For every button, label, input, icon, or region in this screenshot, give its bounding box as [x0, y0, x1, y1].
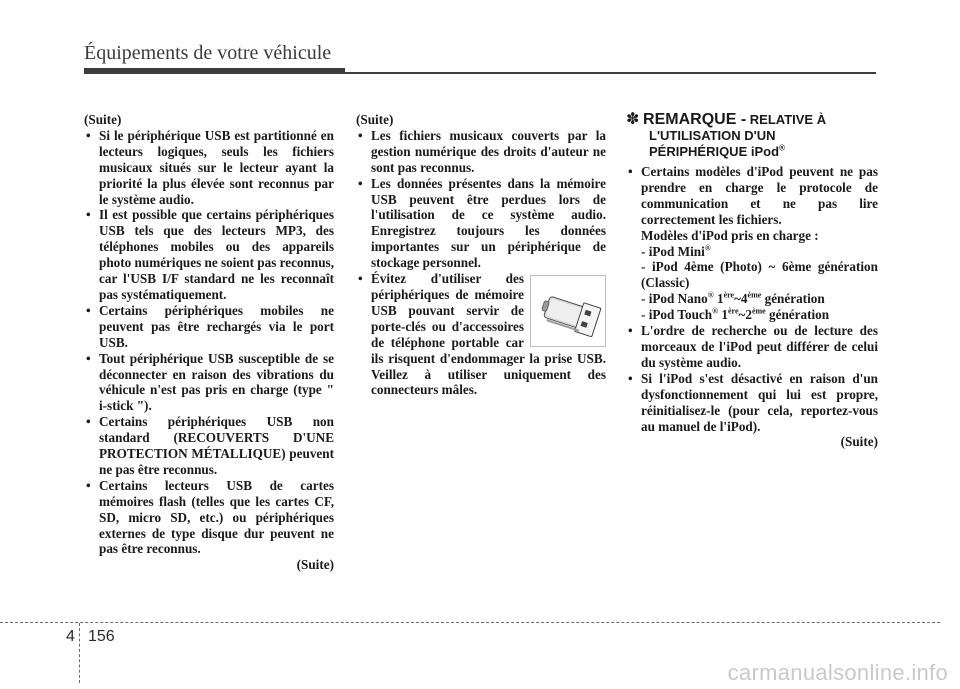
list-item-text: Évitez d'utiliser des périphériques de mémoire USB pouvant servir de porte-clés ou d'accessoires de téléphone portable car ils risquent d'endommager la prise USB. Veillez à utiliser uniquement des connecteurs mâles.	[371, 271, 606, 398]
remark-line3: PÉRIPHÉRIQUE iPod®	[649, 143, 785, 159]
continued-label-top: (Suite)	[356, 112, 394, 127]
list-item: • Tout périphérique USB susceptible de se déconnecter en raison des vibrations du véhicule n'est pas pris en charge (type " i-stick ").	[84, 351, 334, 415]
watermark-text: carmanualsonline.info	[727, 660, 948, 685]
model-item: - iPod 4ème (Photo) ~ 6ème génération (Classic)	[641, 259, 878, 291]
list-item: • Si le périphérique USB est partitionné en lecteurs logiques, seuls les fichiers musicaux situés sur le lecteur ayant la priorité la plus élevée sont reconnus par le système audio.	[84, 128, 334, 208]
list-item: • Certains lecteurs USB de cartes mémoires flash (telles que les cartes CF, SD, micro SD, etc.) ou périphériques externes de type disque dur peuvent ne pas être reconnus.	[84, 478, 334, 558]
model-item: - iPod Mini®	[641, 243, 711, 259]
models-label: Modèles d'iPod pris en charge :	[641, 227, 819, 243]
footer-dashed-rule	[0, 622, 940, 623]
column-middle	[356, 112, 606, 398]
list-item: • Si l'iPod s'est désactivé en raison d'un dysfonctionnement qui lui est propre, réinitialisez-le (pour cela, reportez-vous au manuel de l'iPod).	[626, 371, 878, 435]
list-item: • Les fichiers musicaux couverts par la gestion numérique des droits d'auteur ne sont pas reconnus.	[356, 128, 606, 176]
continued-label-bottom: (Suite)	[840, 434, 878, 450]
chapter-number: 4	[66, 628, 75, 645]
model-item: - iPod Nano® 1ère~4ème génération	[641, 290, 825, 307]
list-item: • Certains périphériques mobiles ne peuvent pas être rechargés via le port USB.	[84, 303, 334, 351]
continued-label-bottom: (Suite)	[296, 557, 334, 573]
header-rule	[84, 72, 876, 74]
usb-key-icon	[530, 275, 606, 347]
list-item-text: Certains modèles d'iPod peuvent ne pas prendre en charge le protocole de communication et ne pas lire correctement les fichiers.	[641, 164, 878, 227]
remark-heading	[626, 112, 878, 160]
remark-line1: RELATIVE À	[749, 112, 827, 127]
column-right	[626, 112, 878, 450]
asterisk-icon: ✽	[626, 111, 640, 128]
page-header-title: Équipements de votre véhicule	[84, 42, 332, 64]
remark-line2: L'UTILISATION D'UN	[649, 128, 776, 143]
list-item: • L'ordre de recherche ou de lecture des morceaux de l'iPod peut différer de celui du système audio.	[626, 323, 878, 371]
list-item	[626, 164, 878, 323]
continued-label-top: (Suite)	[84, 112, 122, 127]
list-item-with-image	[356, 271, 606, 398]
page-number-divider	[79, 623, 80, 683]
list-item: • Les données présentes dans la mémoire USB peuvent être perdues lors de l'utilisation de ce système audio. Enregistrez toujours les données importantes sur un périphérique de stockage personnel.	[356, 176, 606, 271]
bullet-list	[356, 128, 606, 398]
bullet-list	[626, 164, 878, 434]
page-number: 156	[88, 628, 115, 645]
bullet-list	[84, 128, 334, 557]
list-item: • Certains périphériques USB non standard (RECOUVERTS D'UNE PROTECTION MÉTALLIQUE) peuvent ne pas être reconnus.	[84, 414, 334, 478]
column-left	[84, 112, 334, 573]
remark-word: REMARQUE -	[643, 111, 747, 128]
model-item: - iPod Touch® 1ère~2ème génération	[641, 306, 830, 323]
list-item: • Il est possible que certains périphériques USB tels que des lecteurs MP3, des téléphones mobiles ou des appareils photo numériques ne soient pas reconnus, car l'USB I/F standard ne les reconnaît pas systématiquement.	[84, 207, 334, 302]
